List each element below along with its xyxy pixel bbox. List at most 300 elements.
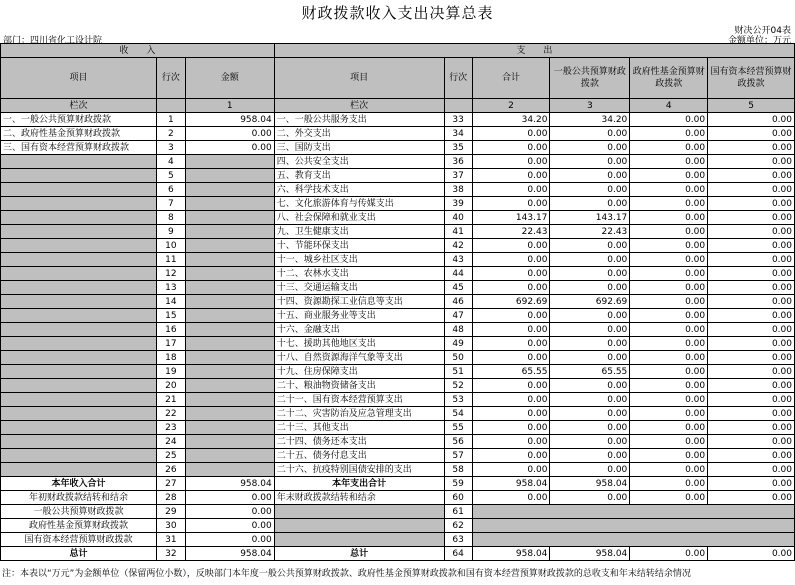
column-header-row	[1, 58, 795, 99]
income-item-cell	[1, 253, 157, 267]
expense-general-cell: 0.00	[550, 239, 630, 253]
expense-general-cell: 0.00	[550, 197, 630, 211]
expense-item-cell: 二十五、债务付息支出	[274, 449, 444, 463]
income-amount-cell	[185, 449, 274, 463]
income-amount-header: 金额	[185, 58, 274, 99]
expense-fund-cell: 0.00	[630, 309, 708, 323]
income-line-cell: 25	[156, 449, 185, 463]
column-number-3: 3	[550, 99, 630, 113]
expense-total-cell: 22.43	[472, 225, 550, 239]
income-line-cell: 12	[156, 267, 185, 281]
table-row	[1, 295, 795, 309]
expense-line-cell: 52	[444, 379, 472, 393]
expense-item-cell: 一、一般公共服务支出	[274, 113, 444, 127]
expense-line-cell: 53	[444, 393, 472, 407]
expense-state-cell: 0.00	[708, 379, 795, 393]
expense-general-cell: 0.00	[550, 393, 630, 407]
expense-state-cell: 0.00	[708, 267, 795, 281]
expense-total-cell: 143.17	[472, 211, 550, 225]
expense-line-cell: 34	[444, 127, 472, 141]
expense-total-cell: 0.00	[472, 253, 550, 267]
income-line-cell: 9	[156, 225, 185, 239]
expense-fund-cell: 0.00	[630, 253, 708, 267]
sub1-expense-blank	[274, 505, 444, 519]
income-line-cell: 26	[156, 463, 185, 477]
expense-state-cell: 0.00	[708, 141, 795, 155]
income-line-cell: 19	[156, 365, 185, 379]
subitem-row-1	[1, 505, 795, 519]
expense-total-cell: 34.20	[472, 113, 550, 127]
expense-state-cell: 0.00	[708, 463, 795, 477]
income-item-cell	[1, 225, 157, 239]
expense-line-cell: 37	[444, 169, 472, 183]
end-carryover-state: 0.00	[708, 491, 795, 505]
expense-fund-cell: 0.00	[630, 281, 708, 295]
end-carryover-label: 年末财政拨款结转和结余	[274, 491, 444, 505]
expense-item-cell: 十八、自然资源海洋气象等支出	[274, 351, 444, 365]
expense-total-cell: 0.00	[472, 323, 550, 337]
expense-total-cell: 0.00	[472, 421, 550, 435]
expense-general-cell: 0.00	[550, 463, 630, 477]
expense-general-cell: 0.00	[550, 253, 630, 267]
sub1-expense-line: 61	[444, 505, 472, 519]
table-row	[1, 141, 795, 155]
income-line-cell: 21	[156, 393, 185, 407]
expense-line-cell: 47	[444, 309, 472, 323]
income-item-cell	[1, 379, 157, 393]
expense-fund-cell: 0.00	[630, 379, 708, 393]
income-amount-cell	[185, 197, 274, 211]
expense-item-cell: 十四、资源勘探工业信息等支出	[274, 295, 444, 309]
expense-item-cell: 二十四、债务还本支出	[274, 435, 444, 449]
sub1-expense-values	[472, 505, 794, 519]
general-budget-header: 一般公共预算财政拨款	[550, 58, 630, 99]
expense-state-cell: 0.00	[708, 169, 795, 183]
income-amount-cell: 958.04	[185, 113, 274, 127]
begin-carryover-line: 28	[156, 491, 185, 505]
sub2-label: 政府性基金预算财政拨款	[1, 519, 157, 533]
expense-general-cell: 0.00	[550, 141, 630, 155]
expense-item-cell: 二十二、灾害防治及应急管理支出	[274, 407, 444, 421]
grand-income-line: 32	[156, 547, 185, 561]
column-number-1: 1	[185, 99, 274, 113]
expense-total-cell: 0.00	[472, 281, 550, 295]
table-row	[1, 239, 795, 253]
income-line-cell: 10	[156, 239, 185, 253]
expense-state-cell: 0.00	[708, 351, 795, 365]
expense-total-cell: 0.00	[472, 393, 550, 407]
expense-total-cell: 0.00	[472, 169, 550, 183]
column-number-row	[1, 99, 795, 113]
income-total-label: 本年收入合计	[1, 477, 157, 491]
income-amount-cell	[185, 463, 274, 477]
expense-general-cell: 0.00	[550, 421, 630, 435]
expense-line-cell: 56	[444, 435, 472, 449]
grand-expense-line: 64	[444, 547, 472, 561]
expense-total-cell: 0.00	[472, 141, 550, 155]
income-item-cell: 二、政府性基金预算财政拨款	[1, 127, 157, 141]
sub3-expense-blank	[274, 533, 444, 547]
end-carryover-fund: 0.00	[630, 491, 708, 505]
income-item-cell	[1, 239, 157, 253]
sub2-expense-blank	[274, 519, 444, 533]
annual-total-row	[1, 477, 795, 491]
income-amount-cell	[185, 337, 274, 351]
expense-general-cell: 0.00	[550, 169, 630, 183]
column-number-5: 5	[708, 99, 795, 113]
table-row	[1, 309, 795, 323]
income-line-cell: 8	[156, 211, 185, 225]
income-amount-cell: 0.00	[185, 127, 274, 141]
grand-income-label: 总计	[1, 547, 157, 561]
sub3-amount: 0.00	[185, 533, 274, 547]
unit-label: 金额单位：万元	[727, 36, 791, 46]
expense-state-cell: 0.00	[708, 365, 795, 379]
income-line-cell: 4	[156, 155, 185, 169]
expense-general-cell: 143.17	[550, 211, 630, 225]
expense-total-line: 59	[444, 477, 472, 491]
expense-total-cell: 0.00	[472, 351, 550, 365]
expense-line-cell: 38	[444, 183, 472, 197]
expense-fund-cell: 0.00	[630, 239, 708, 253]
expense-state-cell: 0.00	[708, 155, 795, 169]
expense-state-cell: 0.00	[708, 421, 795, 435]
expense-item-header: 项目	[274, 58, 444, 99]
income-line-cell: 20	[156, 379, 185, 393]
end-carryover-total: 0.00	[472, 491, 550, 505]
expense-general-cell: 65.55	[550, 365, 630, 379]
income-line-cell: 11	[156, 253, 185, 267]
expense-line-cell: 40	[444, 211, 472, 225]
income-item-cell	[1, 449, 157, 463]
table-row	[1, 225, 795, 239]
begin-carryover-amount: 0.00	[185, 491, 274, 505]
expense-state-cell: 0.00	[708, 211, 795, 225]
expense-total-cell: 0.00	[472, 267, 550, 281]
expense-line-cell: 48	[444, 323, 472, 337]
grand-expense-state: 0.00	[708, 547, 795, 561]
expense-general-cell: 0.00	[550, 351, 630, 365]
income-amount-cell	[185, 323, 274, 337]
expense-state-cell: 0.00	[708, 127, 795, 141]
expense-item-cell: 九、卫生健康支出	[274, 225, 444, 239]
expense-state-cell: 0.00	[708, 295, 795, 309]
income-line-cell: 14	[156, 295, 185, 309]
expense-total-cell: 65.55	[472, 365, 550, 379]
expense-fund-cell: 0.00	[630, 183, 708, 197]
income-item-cell: 一、一般公共预算财政拨款	[1, 113, 157, 127]
income-line-cell: 17	[156, 337, 185, 351]
income-line-cell: 7	[156, 197, 185, 211]
income-item-cell	[1, 183, 157, 197]
expense-fund-cell: 0.00	[630, 351, 708, 365]
carryover-row	[1, 491, 795, 505]
table-row	[1, 211, 795, 225]
table-row	[1, 449, 795, 463]
table-row	[1, 351, 795, 365]
sub1-line: 29	[156, 505, 185, 519]
income-line-cell: 1	[156, 113, 185, 127]
expense-total-cell: 0.00	[472, 155, 550, 169]
income-total-line: 27	[156, 477, 185, 491]
expense-section-header: 支 出	[274, 44, 794, 58]
expense-fund-cell: 0.00	[630, 211, 708, 225]
expense-total-general: 958.04	[550, 477, 630, 491]
column-number-blank-2	[444, 99, 472, 113]
expense-general-cell: 0.00	[550, 281, 630, 295]
expense-item-cell: 十一、城乡社区支出	[274, 253, 444, 267]
expense-item-cell: 十六、金融支出	[274, 323, 444, 337]
expense-total-state: 0.00	[708, 477, 795, 491]
expense-state-cell: 0.00	[708, 239, 795, 253]
expense-item-cell: 六、科学技术支出	[274, 183, 444, 197]
income-amount-cell	[185, 281, 274, 295]
expense-state-cell: 0.00	[708, 309, 795, 323]
expense-state-cell: 0.00	[708, 407, 795, 421]
expense-item-cell: 十、节能环保支出	[274, 239, 444, 253]
income-item-cell	[1, 351, 157, 365]
expense-total-cell: 0.00	[472, 463, 550, 477]
expense-item-cell: 五、教育支出	[274, 169, 444, 183]
expense-fund-cell: 0.00	[630, 169, 708, 183]
sub2-line: 30	[156, 519, 185, 533]
income-amount-cell	[185, 253, 274, 267]
expense-item-cell: 十三、交通运输支出	[274, 281, 444, 295]
expense-total-cell: 0.00	[472, 239, 550, 253]
expense-line-cell: 39	[444, 197, 472, 211]
income-amount-cell	[185, 421, 274, 435]
income-total-amount: 958.04	[185, 477, 274, 491]
income-amount-cell	[185, 267, 274, 281]
grand-total-row	[1, 547, 795, 561]
income-item-header: 项目	[1, 58, 157, 99]
column-number-2: 2	[472, 99, 550, 113]
expense-line-cell: 45	[444, 281, 472, 295]
income-item-cell	[1, 421, 157, 435]
income-item-cell	[1, 155, 157, 169]
income-line-cell: 5	[156, 169, 185, 183]
income-amount-cell	[185, 155, 274, 169]
income-amount-cell	[185, 225, 274, 239]
expense-general-cell: 0.00	[550, 323, 630, 337]
expense-general-cell: 692.69	[550, 295, 630, 309]
expense-total-cell: 0.00	[472, 435, 550, 449]
footnote: 注：本表以“万元”为金额单位（保留两位小数），反映部门本年度一般公共预算财政拨款、政府性基金预算财政拨款和国有资本经营预算财政拨款的总收支和年末结转结余情况	[2, 569, 691, 579]
expense-general-cell: 0.00	[550, 337, 630, 351]
expense-fund-cell: 0.00	[630, 393, 708, 407]
expense-line-cell: 44	[444, 267, 472, 281]
table-row	[1, 435, 795, 449]
expense-fund-cell: 0.00	[630, 323, 708, 337]
expense-total-cell: 0.00	[472, 449, 550, 463]
end-carryover-line: 60	[444, 491, 472, 505]
expense-fund-cell: 0.00	[630, 449, 708, 463]
table-row	[1, 323, 795, 337]
expense-item-cell: 四、公共安全支出	[274, 155, 444, 169]
expense-fund-cell: 0.00	[630, 407, 708, 421]
subitem-row-2	[1, 519, 795, 533]
sub3-expense-line: 63	[444, 533, 472, 547]
expense-line-cell: 42	[444, 239, 472, 253]
expense-state-cell: 0.00	[708, 393, 795, 407]
expense-item-cell: 十二、农林水支出	[274, 267, 444, 281]
expense-fund-cell: 0.00	[630, 295, 708, 309]
income-amount-cell	[185, 435, 274, 449]
income-item-cell: 三、国有资本经营预算财政拨款	[1, 141, 157, 155]
expense-fund-cell: 0.00	[630, 155, 708, 169]
sub2-expense-values	[472, 519, 794, 533]
expense-state-cell: 0.00	[708, 281, 795, 295]
expense-line-cell: 55	[444, 421, 472, 435]
sub3-label: 国有资本经营预算财政拨款	[1, 533, 157, 547]
expense-total-cell: 0.00	[472, 183, 550, 197]
expense-item-cell: 十九、住房保障支出	[274, 365, 444, 379]
table-row	[1, 379, 795, 393]
income-item-cell	[1, 407, 157, 421]
income-amount-cell	[185, 211, 274, 225]
expense-item-cell: 二十三、其他支出	[274, 421, 444, 435]
table-row	[1, 281, 795, 295]
income-item-cell	[1, 337, 157, 351]
expense-state-cell: 0.00	[708, 197, 795, 211]
expense-fund-cell: 0.00	[630, 421, 708, 435]
income-section-header: 收 入	[1, 44, 275, 58]
expense-item-cell: 二十六、抗疫特别国债安排的支出	[274, 463, 444, 477]
expense-general-cell: 0.00	[550, 183, 630, 197]
expense-fund-cell: 0.00	[630, 337, 708, 351]
expense-total-cell: 0.00	[472, 379, 550, 393]
expense-line-cell: 41	[444, 225, 472, 239]
expense-state-cell: 0.00	[708, 323, 795, 337]
expense-line-cell: 51	[444, 365, 472, 379]
expense-general-cell: 34.20	[550, 113, 630, 127]
sub2-amount: 0.00	[185, 519, 274, 533]
income-item-cell	[1, 197, 157, 211]
income-line-cell: 16	[156, 323, 185, 337]
income-line-cell: 15	[156, 309, 185, 323]
sub3-line: 31	[156, 533, 185, 547]
state-capital-header: 国有资本经营预算财政拨款	[708, 58, 795, 99]
expense-item-cell: 三、国防支出	[274, 141, 444, 155]
income-amount-cell	[185, 407, 274, 421]
expense-state-cell: 0.00	[708, 435, 795, 449]
column-number-4: 4	[630, 99, 708, 113]
income-item-cell	[1, 281, 157, 295]
table-row	[1, 155, 795, 169]
sub3-expense-values	[472, 533, 794, 547]
expense-general-cell: 0.00	[550, 435, 630, 449]
form-number: 财决公开04表	[734, 26, 791, 36]
income-amount-cell	[185, 365, 274, 379]
expense-item-cell: 二、外交支出	[274, 127, 444, 141]
expense-line-cell: 35	[444, 141, 472, 155]
income-amount-cell	[185, 379, 274, 393]
income-item-cell	[1, 365, 157, 379]
begin-carryover-label: 年初财政拨款结转和结余	[1, 491, 157, 505]
table-row	[1, 337, 795, 351]
expense-total-cell: 0.00	[472, 337, 550, 351]
expense-general-cell: 0.00	[550, 127, 630, 141]
table-row	[1, 407, 795, 421]
income-line-header: 行次	[156, 58, 185, 99]
expense-fund-cell: 0.00	[630, 365, 708, 379]
expense-total-amount: 958.04	[472, 477, 550, 491]
end-carryover-general: 0.00	[550, 491, 630, 505]
expense-general-cell: 0.00	[550, 379, 630, 393]
income-item-cell	[1, 435, 157, 449]
expense-general-cell: 22.43	[550, 225, 630, 239]
expense-fund-cell: 0.00	[630, 113, 708, 127]
expense-line-cell: 54	[444, 407, 472, 421]
income-line-cell: 6	[156, 183, 185, 197]
grand-income-amount: 958.04	[185, 547, 274, 561]
expense-line-cell: 33	[444, 113, 472, 127]
expense-item-cell: 八、社会保障和就业支出	[274, 211, 444, 225]
income-item-cell	[1, 463, 157, 477]
expense-line-header: 行次	[444, 58, 472, 99]
income-item-cell	[1, 169, 157, 183]
expense-total-cell: 0.00	[472, 309, 550, 323]
income-amount-cell	[185, 393, 274, 407]
expense-fund-cell: 0.00	[630, 197, 708, 211]
expense-item-cell: 二十一、国有资本经营预算支出	[274, 393, 444, 407]
table-row	[1, 267, 795, 281]
column-number-label: 栏次	[1, 99, 157, 113]
income-item-cell	[1, 309, 157, 323]
expense-item-cell: 十七、援助其他地区支出	[274, 337, 444, 351]
income-amount-cell	[185, 239, 274, 253]
income-amount-cell	[185, 295, 274, 309]
table-row	[1, 183, 795, 197]
expense-fund-cell: 0.00	[630, 225, 708, 239]
expense-line-cell: 57	[444, 449, 472, 463]
table-row	[1, 113, 795, 127]
income-item-cell	[1, 267, 157, 281]
expense-general-cell: 0.00	[550, 309, 630, 323]
expense-total-cell: 0.00	[472, 127, 550, 141]
table-row	[1, 127, 795, 141]
department-label: 部门：四川省化工设计院	[3, 36, 103, 46]
table-row	[1, 197, 795, 211]
expense-item-cell: 十五、商业服务业等支出	[274, 309, 444, 323]
expense-total-cell: 692.69	[472, 295, 550, 309]
subitem-row-3	[1, 533, 795, 547]
expense-general-cell: 0.00	[550, 449, 630, 463]
expense-general-cell: 0.00	[550, 407, 630, 421]
expense-item-cell: 二十、粮油物资储备支出	[274, 379, 444, 393]
expense-fund-cell: 0.00	[630, 463, 708, 477]
sub2-expense-line: 62	[444, 519, 472, 533]
expense-line-cell: 58	[444, 463, 472, 477]
income-line-cell: 18	[156, 351, 185, 365]
expense-total-label: 本年支出合计	[274, 477, 444, 491]
expense-fund-cell: 0.00	[630, 141, 708, 155]
income-amount-cell: 0.00	[185, 141, 274, 155]
expense-total-cell: 0.00	[472, 407, 550, 421]
table-row	[1, 169, 795, 183]
finance-table	[0, 43, 795, 561]
expense-state-cell: 0.00	[708, 113, 795, 127]
column-number-label-2: 栏次	[274, 99, 444, 113]
income-amount-cell	[185, 309, 274, 323]
section-header-row	[1, 44, 795, 58]
expense-state-cell: 0.00	[708, 183, 795, 197]
table-row	[1, 463, 795, 477]
grand-expense-total: 958.04	[472, 547, 550, 561]
income-item-cell	[1, 323, 157, 337]
income-item-cell	[1, 211, 157, 225]
income-line-cell: 13	[156, 281, 185, 295]
